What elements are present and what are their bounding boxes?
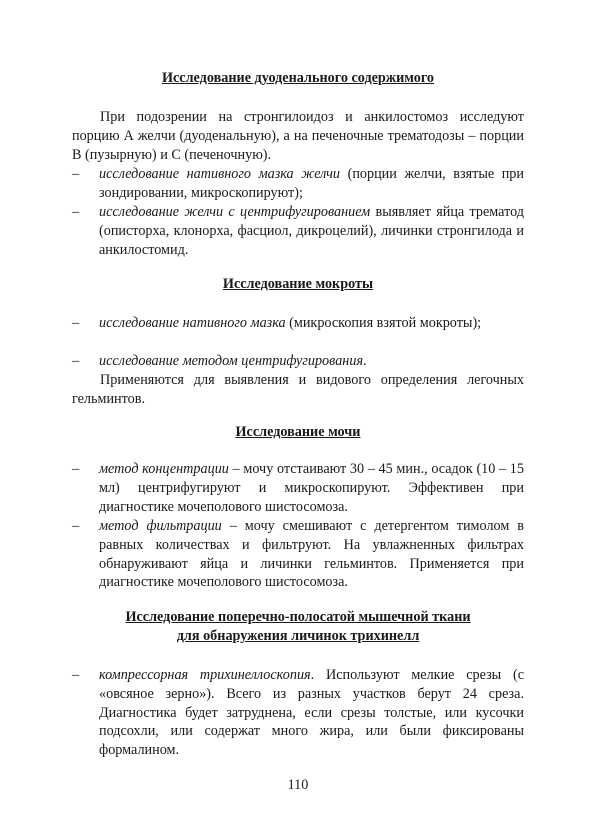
list-dash: – <box>72 353 80 369</box>
method-term: метод фильтрации <box>99 518 222 534</box>
method-description: выявляет яйца трематод (описторха, клонорха, фасциол, дикроцелий), личинки стронгилода и анкилостомид. <box>99 204 525 258</box>
method-description: (микроскопия взятой мокроты); <box>285 315 482 331</box>
list-item <box>72 352 524 371</box>
paragraph-duodenal-intro: При подозрении на стронгилоидоз и анкилостомоз исследуют порцию А желчи (дуоденальную), а на печеночные трематодозы – порции В (пузырную) и С (печеночную). <box>72 109 524 163</box>
method-term: исследование методом центрифугирования <box>99 353 364 369</box>
section-heading-muscle-line2: для обнаружения личинок трихинелл <box>176 628 420 644</box>
list-item <box>72 517 524 592</box>
method-description: (порции желчи, взятые при зондировании, микроскопируют); <box>99 166 524 201</box>
method-description: – мочу смешивают с детергентом тимолом в равных количествах и фильтруют. На увлажненных фильтрах обнаруживают яйца и личинки гельминтов. Применяется при диагностике мочеполового шистосомоза. <box>99 518 524 591</box>
method-term: компрессорная трихинеллоскопия <box>99 667 311 683</box>
list-dash: – <box>72 461 80 477</box>
list-dash: – <box>72 518 80 534</box>
method-description: – мочу отстаивают 30 – 45 мин., осадок (10 – 15 мл) центрифугируют и микроскопируют. Эффективен при диагностике мочеполового шистосомоза. <box>99 461 524 515</box>
list-dash: – <box>72 166 80 182</box>
paragraph-sputum-outro: Применяются для выявления и видового определения легочных гельминтов. <box>72 372 524 407</box>
list-item <box>72 165 524 203</box>
method-term: исследование желчи с центрифугированием <box>99 204 371 220</box>
method-description: . <box>363 353 367 369</box>
list-item <box>72 203 524 259</box>
list-dash: – <box>72 315 80 331</box>
method-term: метод концентрации <box>99 461 229 477</box>
page-number: 110 <box>287 777 309 793</box>
section-heading-muscle-line1: Исследование поперечно-полосатой мышечной ткани <box>125 609 471 625</box>
method-description: . Используют мелкие срезы (с «овсяное зерно»). Всего из разных участков берут 24 среза. Диагностика будет затруднена, если срезы толстые, или кусочки подсохли, или содержат много жира, или были фиксированы формалином. <box>99 667 524 759</box>
list-item <box>72 314 524 333</box>
list-item <box>72 460 524 516</box>
method-term: исследование нативного мазка <box>99 315 286 331</box>
list-dash: – <box>72 667 80 683</box>
list-dash: – <box>72 204 80 220</box>
section-heading-duodenal: Исследование дуоденального содержимого <box>161 70 435 86</box>
section-heading-sputum: Исследование мокроты <box>222 276 374 292</box>
method-term: исследование нативного мазка желчи <box>99 166 341 182</box>
section-heading-urine: Исследование мочи <box>235 424 361 440</box>
list-item <box>72 666 524 760</box>
